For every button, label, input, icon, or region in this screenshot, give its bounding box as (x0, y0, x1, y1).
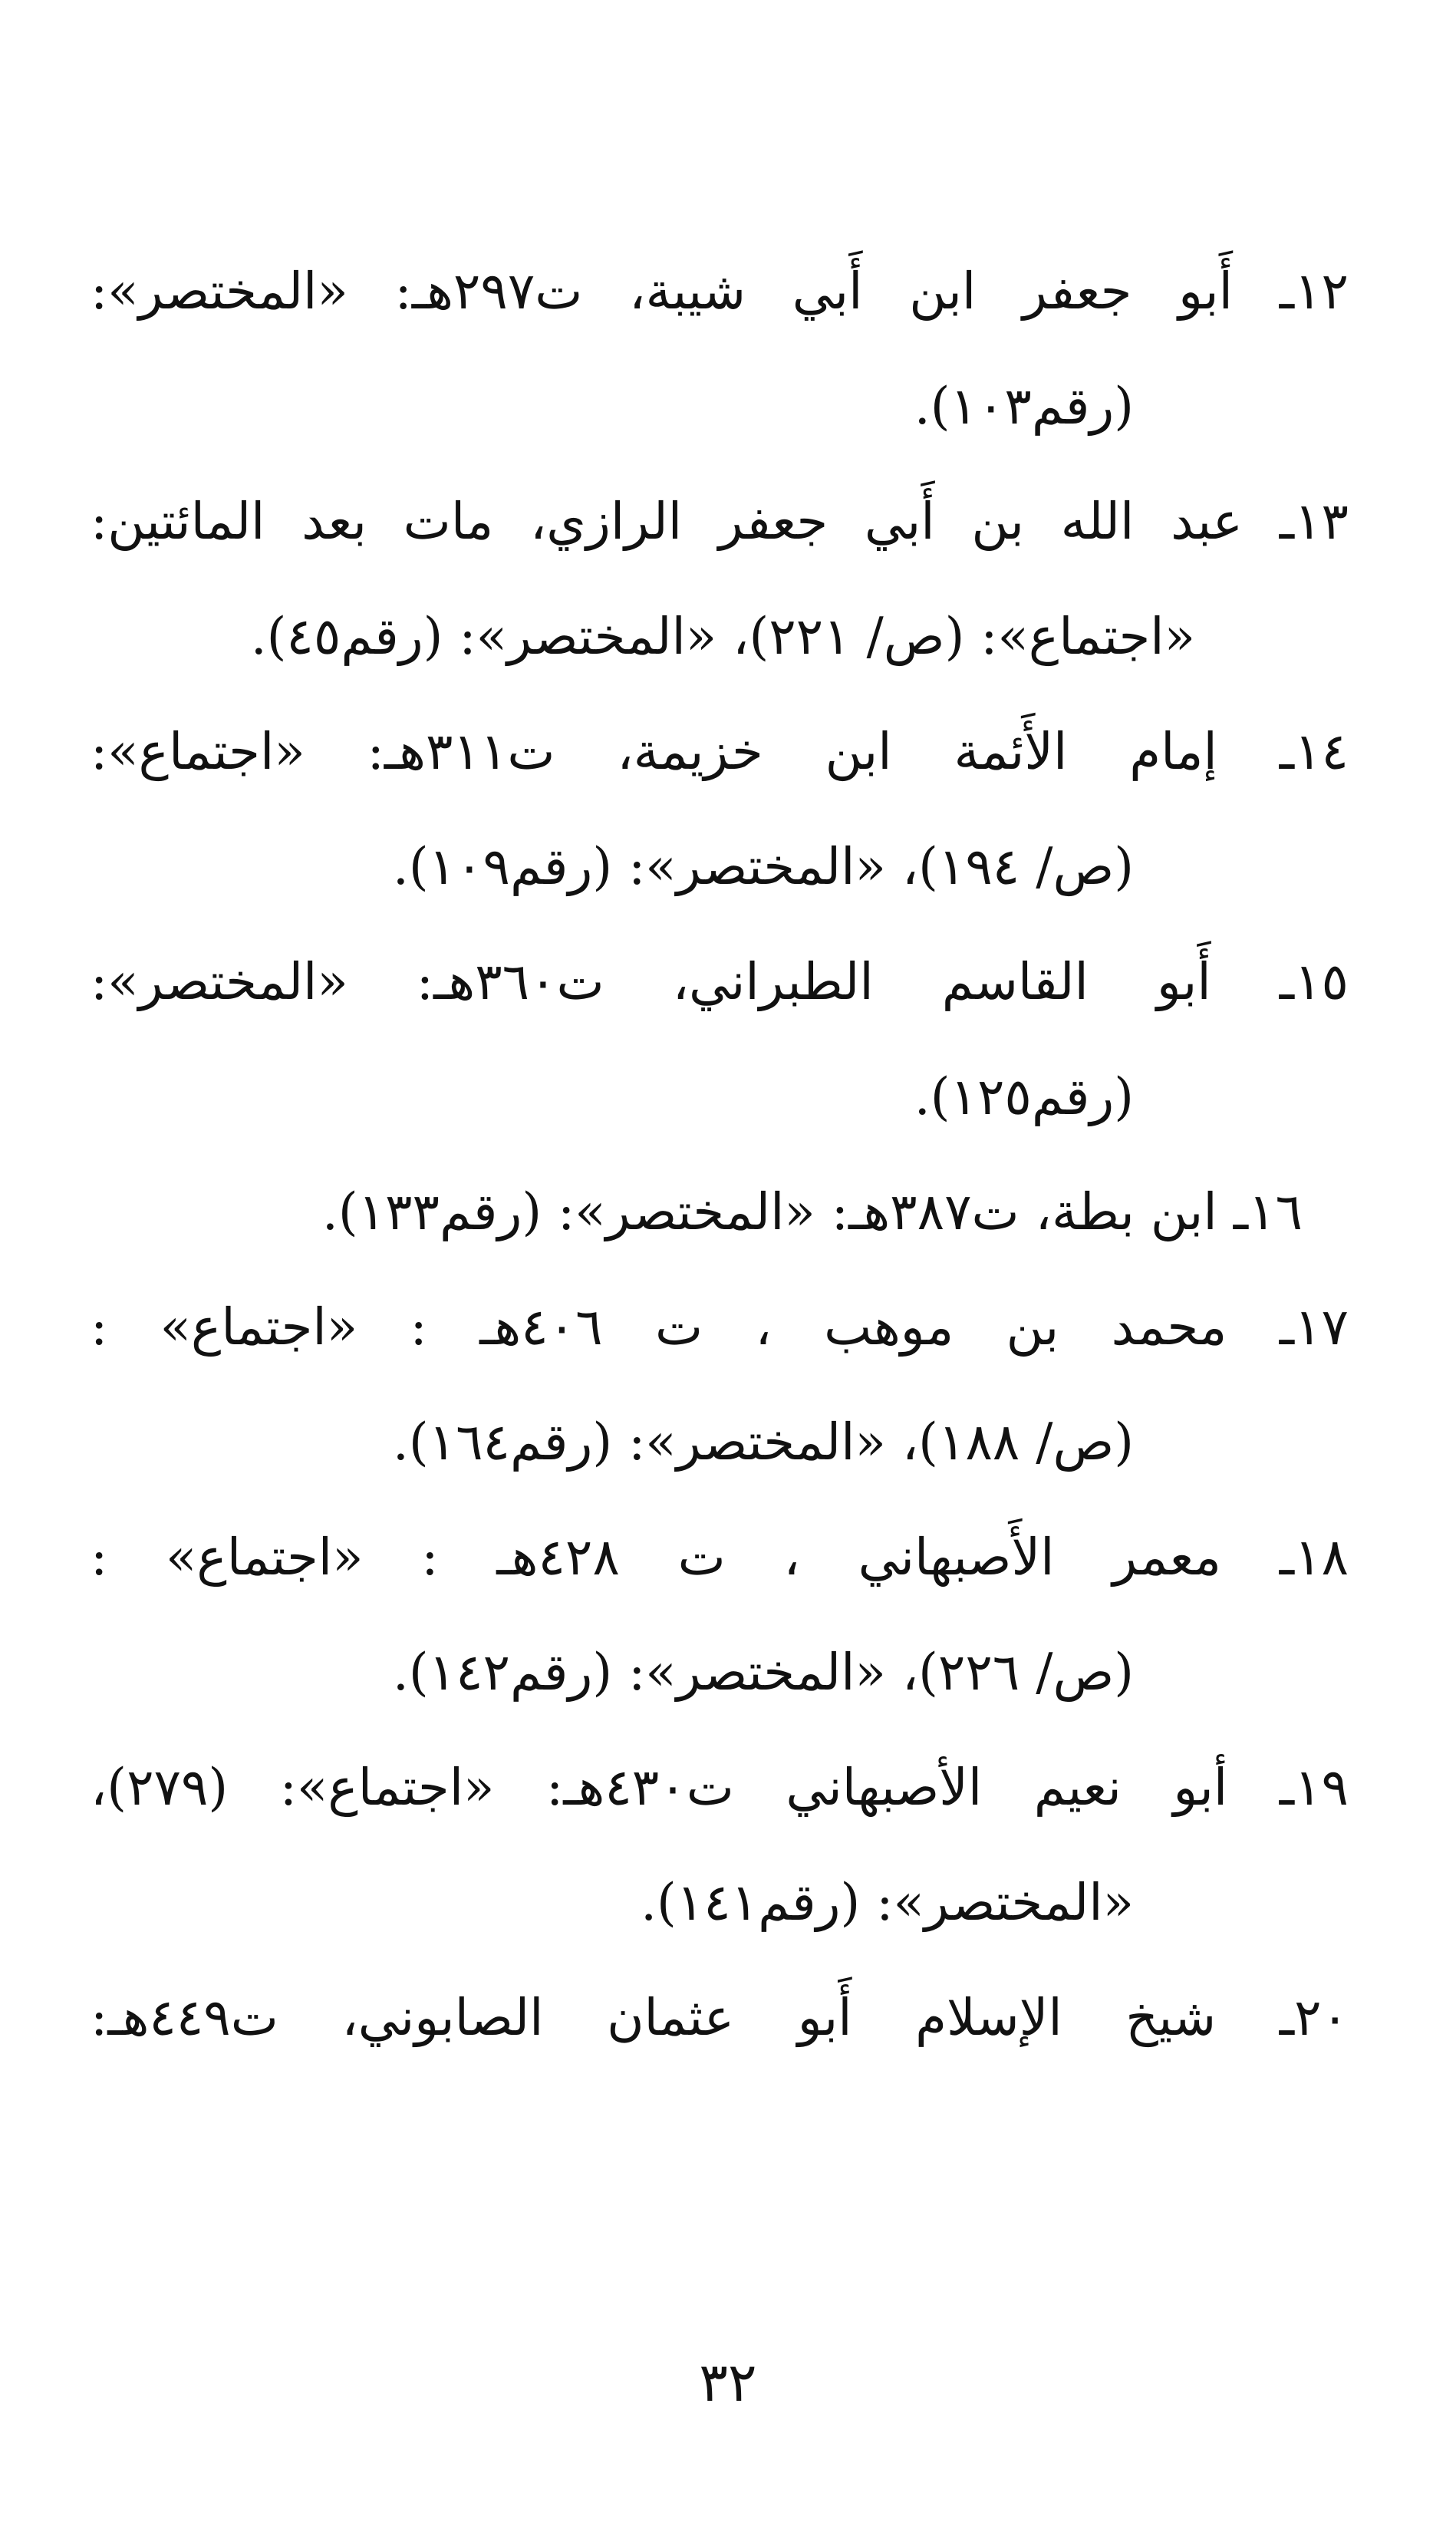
entry-line: ١٥ـ أَبو القاسم الطبراني، ت٣٦٠هـ: «المختصر»: (91, 952, 1349, 1011)
entry-13 (91, 464, 1349, 694)
entry-line: ٢٠ـ شيخ الإسلام أَبو عثمان الصابوني، ت٤٤٩هـ: (91, 1988, 1349, 2047)
entry-line: (ص/ ١٨٨)، «المختصر»: (رقم١٦٤). (392, 1413, 1134, 1472)
entry-16 (91, 1155, 1349, 1270)
entry-line: ١٣ـ عبد الله بن أَبي جعفر الرازي، مات بعد المائتين: (91, 492, 1349, 551)
entry-12 (91, 234, 1349, 464)
page-number: ٣٢ (699, 2351, 757, 2414)
entry-19 (91, 1730, 1349, 1960)
entry-line: ١٩ـ أبو نعيم الأصبهاني ت٤٣٠هـ: «اجتماع»: (٢٧٩)، (91, 1758, 1349, 1817)
entry-line: (ص/ ٢٢٦)، «المختصر»: (رقم١٤٢). (392, 1643, 1134, 1702)
entry-17 (91, 1270, 1349, 1500)
entry-18 (91, 1500, 1349, 1730)
entry-line: ١٢ـ أَبو جعفر ابن أَبي شيبة، ت٢٩٧هـ: «المختصر»: (91, 262, 1349, 321)
entry-line: «اجتماع»: (ص/ ٢٢١)، «المختصر»: (رقم٤٥). (250, 607, 1195, 666)
entries-list (91, 234, 1349, 2075)
entry-line: (ص/ ١٩٤)، «المختصر»: (رقم١٠٩). (392, 837, 1134, 896)
entry-15 (91, 925, 1349, 1155)
entry-line: ١٨ـ معمر الأَصبهاني ، ت ٤٢٨هـ : «اجتماع» : (91, 1528, 1349, 1587)
entry-line: ١٤ـ إمام الأَئمة ابن خزيمة، ت٣١١هـ: «اجتماع»: (91, 722, 1349, 781)
entry-line: ١٦ـ ابن بطة، ت٣٨٧هـ: «المختصر»: (رقم١٣٣). (321, 1182, 1303, 1241)
entry-14 (91, 694, 1349, 925)
entry-line: ١٧ـ محمد بن موهب ، ت ٤٠٦هـ : «اجتماع» : (91, 1297, 1349, 1357)
entry-line: (رقم١٢٥). (914, 1067, 1134, 1126)
entry-20 (91, 1960, 1349, 2075)
entry-line: «المختصر»: (رقم١٤١). (641, 1873, 1134, 1932)
entry-line: (رقم١٠٣). (914, 377, 1134, 436)
